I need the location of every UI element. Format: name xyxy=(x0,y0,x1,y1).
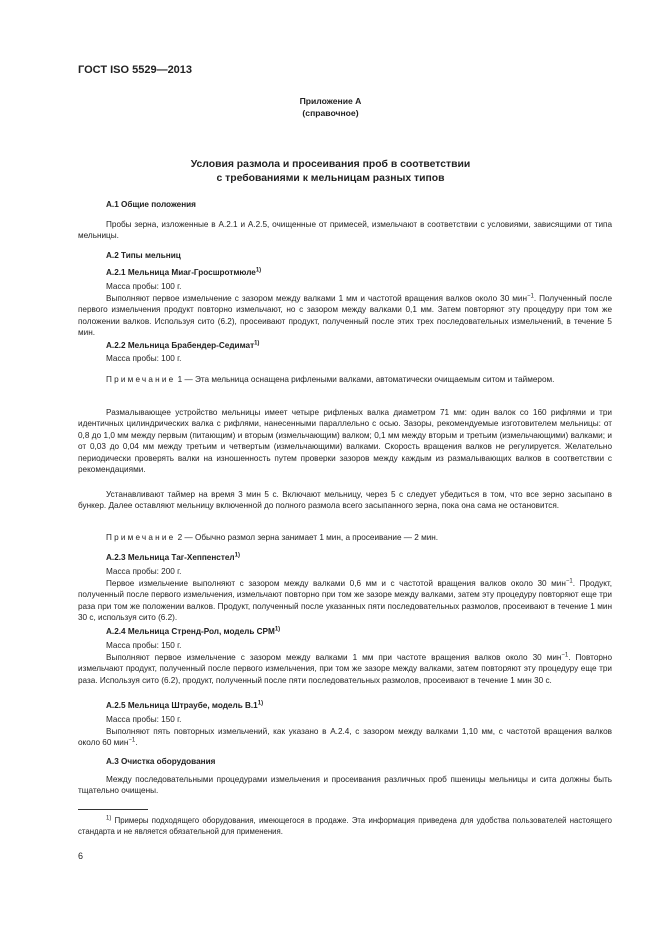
appendix-note: (справочное) xyxy=(302,108,359,118)
section-a23-mass: Масса пробы: 200 г. xyxy=(106,567,182,576)
appendix-label: Приложение А xyxy=(299,96,362,106)
section-a23-text: Первое измельчение выполняют с зазором между валками 0,6 мм и с частотой вращения валков около 30 мин$^{-1}$. Продукт, полученный после первого измельчения, измельчают повторно при том же зазоре между валками, затем эту процедуру повторяют еще три раза при том же положении валков. Продукт, полученный после указанных пяти последовательных размолов, просеивают в течение 1 мин 30 с, используя сито (6.2). xyxy=(78,578,612,623)
section-a22-paragraph-2: Устанавливают таймер на время 3 мин 5 с. Включают мельницу, через 5 с следует убедиться в том, что все зерно засыпано в бункер. Далее оставляют мельницу включенной до полного размола всего засыпанного зерна, пока она сама не остановится. xyxy=(78,490,612,511)
section-a3-text: Между последовательными процедурами измельчения и просеивания различных проб пшеницы мельницы и сита должны быть тщательно очищены. xyxy=(78,775,612,796)
document-header: ГОСТ ISO 5529—2013 xyxy=(78,64,193,76)
section-a1-text: Пробы зерна, изложенные в А.2.1 и А.2.5, очищенные от примесей, измельчают в соответствии с условиями, зависящими от типа мельницы. xyxy=(78,220,612,241)
section-a25-text: Выполняют пять повторных измельчений, как указано в А.2.4, с зазором между валками 1,10 мм, с частотой вращения валков около 60 мин$^{-1}$. xyxy=(78,727,612,748)
section-a3-heading: А.3 Очистка оборудования xyxy=(106,757,216,766)
section-a21-text: Выполняют первое измельчение с зазором между валками 1 мм и частотой вращения валков около 30 мин$^{-1}$. Полученный после первого измельчения продукт повторно измельчают, но с зазором между валками 0,1 мм. Затем повторяют эту процедуру при том же положении валков. Используя сито (6.2), просеивают продукт, полученный после этих трех последовательных измельчений, в течение 5 мин. xyxy=(78,293,613,338)
section-a24-text: Выполняют первое измельчение с зазором между валками 1 мм при частоте вращения валков около 30 мин$^{-1}$. Повторно измельчают продукт, полученный после первого измельчения, при том же зазоре между валками, затем повторяют эту процедуру еще три раза. Используя сито (6.2), продукт, полученный после пяти последовательных размолов, просеивают в течение 1 мин 30 с. xyxy=(78,652,612,685)
note-1: Примечание 1 — Эта мельница оснащена рифлеными валками, автоматически очищаемым ситом и таймером. xyxy=(106,375,555,384)
section-a24-mass: Масса пробы: 150 г. xyxy=(106,641,182,650)
section-a25-mass: Масса пробы: 150 г. xyxy=(106,715,182,724)
section-a24-heading: А.2.4 Мельница Стренд-Рол, модель CPM$^{1)}$ xyxy=(106,626,281,636)
section-a21-heading: А.2.1 Мельница Миаг-Гросшротмюле$^{1)}$ xyxy=(106,267,262,277)
section-a1-heading: А.1 Общие положения xyxy=(106,200,196,209)
section-a21-mass: Масса пробы: 100 г. xyxy=(106,282,182,291)
section-a22-mass: Масса пробы: 100 г. xyxy=(106,354,182,363)
section-a25-heading: А.2.5 Мельница Штраубе, модель В.1$^{1)}$ xyxy=(106,700,264,710)
section-a2-heading: А.2 Типы мельниц xyxy=(106,251,181,260)
section-a23-heading: А.2.3 Мельница Таг-Хеппенстел$^{1)}$ xyxy=(106,552,240,562)
section-a22-paragraph-1: Размалывающее устройство мельницы имеет четыре рифленых валка диаметром 71 мм: один валок со 160 рифлями и три идентичных цилиндрических валка с рифлями, нанесенными параллельно с осью. Зазоры, рекомендуемые изготовителем мельницы: от 0,8 до 1,0 мм между первым (питающим) и вторым (измельчающим) валком; 0,1 мм между вторым и третьим (измельчающими) валками; и от 0,03 до 0,04 мм между третьим и четвертым (измельчающими) валками. Скорость вращения валков не регулируется. Желательно периодически проверять валки на изношенность путем проверки зазоров между каждым из размалывающих валков в соответствии с рекомендациями. xyxy=(78,408,612,475)
appendix-title-line-1: Условия размола и просеивания проб в соответствии xyxy=(190,159,471,170)
footnote: $^{1)}$ Примеры подходящего оборудования, имеющегося в продаже. Эта информация приведена для удобства пользователей настоящего стандарта и не является обязательной для применения. xyxy=(78,815,612,836)
section-a22-heading: А.2.2 Мельница Брабендер-Седимат$^{1)}$ xyxy=(106,340,260,350)
page-number: 6 xyxy=(78,851,84,861)
appendix-title-line-2: с требованиями к мельницам разных типов xyxy=(216,173,445,184)
footnote-divider xyxy=(78,809,148,810)
note-2: Примечание 2 — Обычно размол зерна занимает 1 мин, а просеивание — 2 мин. xyxy=(106,533,439,542)
